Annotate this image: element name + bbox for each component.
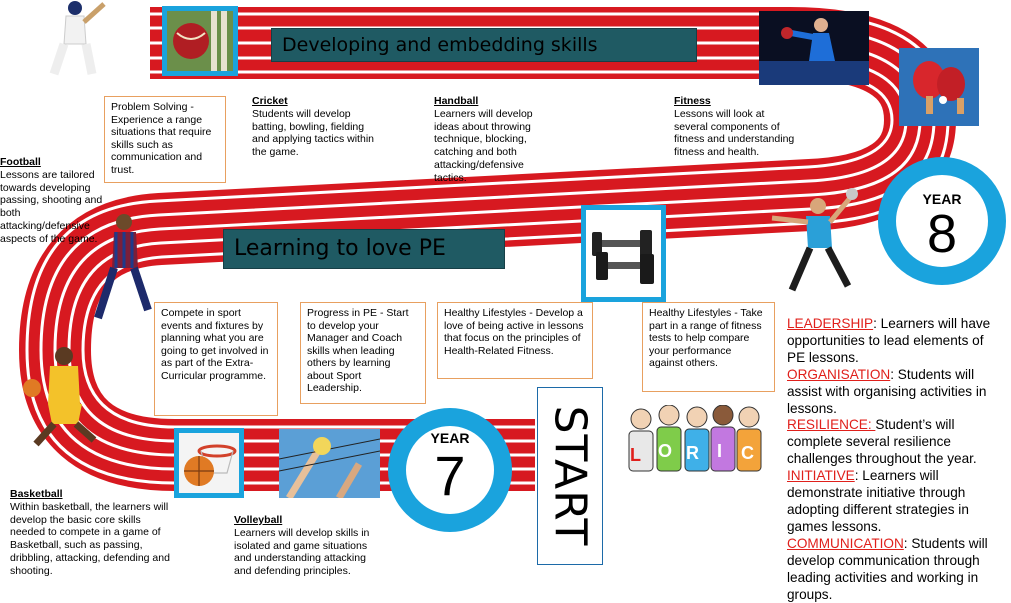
table-tennis-bats-picture <box>899 48 979 126</box>
cricket-ball-picture <box>162 6 238 76</box>
cricket-title: Cricket <box>252 95 288 107</box>
basketball-player-figure <box>6 344 102 450</box>
loric-organisation <box>787 367 1005 418</box>
banner-learning-text: Learning to love PE <box>234 236 446 261</box>
banner-developing-skills <box>271 28 697 62</box>
handball-body: Learners will develop ideas about throwing technique, blocking, catching and both attacking/defensive tactics. <box>434 107 533 184</box>
healthy-lifestyles-1-box <box>437 302 593 379</box>
dumbbells-picture <box>581 205 666 302</box>
handball-topic <box>434 95 554 185</box>
loric-key: RESILIENCE: <box>787 417 876 433</box>
loric-key: COMMUNICATION <box>787 535 904 551</box>
fitness-title: Fitness <box>674 95 711 107</box>
volleyball-title: Volleyball <box>234 514 283 526</box>
year-8-badge <box>878 157 1006 285</box>
cricket-body: Students will develop batting, bowling, fielding and applying tactics within the game. <box>252 107 374 159</box>
loric-initiative <box>787 468 1005 536</box>
loric-letter-i: I <box>717 441 723 461</box>
cricket-batsman-figure <box>40 0 110 78</box>
football-title: Football <box>0 156 41 168</box>
handball-title: Handball <box>434 95 479 107</box>
healthy-lifestyles-1-text: Healthy Lifestyles - Develop a love of being active in lessons that focus on the principles of Health-Related Fitness. <box>444 307 584 357</box>
start-marker <box>537 387 603 565</box>
volleyball-topic <box>234 514 374 578</box>
handball-player-figure <box>752 186 864 298</box>
loric-key: ORGANISATION <box>787 366 891 382</box>
compete-box <box>154 302 278 416</box>
year-8-number: 8 <box>926 204 958 264</box>
progress-text: Progress in PE - Start to develop your Manager and Coach skills when leading others by learning about Sport Leadership. <box>307 307 409 394</box>
loric-leadership <box>787 316 1005 367</box>
year-8-label: YEAR <box>922 191 962 207</box>
compete-text: Compete in sport events and fixtures by planning what you are going to get involved in as part of the Extra-Curricular programme. <box>161 307 269 382</box>
loric-letter-o: O <box>658 441 673 461</box>
loric-key: LEADERSHIP <box>787 316 874 331</box>
year-7-badge <box>388 408 512 532</box>
loric-letter-l: L <box>630 445 641 465</box>
progress-box <box>300 302 426 404</box>
loric-desc: : Students will assist with organising activities in lessons. <box>787 366 987 416</box>
table-tennis-player-picture <box>759 11 869 85</box>
basketball-hoop-picture <box>174 428 244 498</box>
loric-desc: Student’s will complete several resilience challenges throughout the year. <box>787 417 977 467</box>
loric-letter-r: R <box>686 443 699 463</box>
loric-key: INITIATIVE <box>787 468 855 484</box>
volleyball-picture <box>279 429 380 498</box>
loric-desc: : Learners will have opportunities to lead elements of PE lessons. <box>787 316 991 365</box>
loric-skills-panel <box>787 316 1005 603</box>
year-7-label: YEAR <box>430 430 470 446</box>
banner-learning-to-love-pe <box>223 229 505 269</box>
start-label: START <box>544 405 596 547</box>
year-7-number: 7 <box>434 444 466 507</box>
healthy-lifestyles-2-text: Healthy Lifestyles - Take part in a range of fitness tests to help compare your performance against others. <box>649 307 763 369</box>
football-topic <box>0 156 104 246</box>
basketball-topic <box>10 488 172 578</box>
loric-desc: : Learners will demonstrate initiative through adopting different strategies in games lessons. <box>787 468 969 534</box>
fitness-topic <box>674 95 796 159</box>
cricket-topic <box>252 95 374 159</box>
loric-communication <box>787 536 1005 603</box>
healthy-lifestyles-2-box <box>642 302 775 392</box>
problem-solving-box <box>104 96 226 183</box>
problem-solving-text: Problem Solving - Experience a range situations that require skills such as communication and trust. <box>111 101 212 176</box>
basketball-body: Within basketball, the learners will develop the basic core skills needed to compete in a game of Basketball, such as passing, dribbling, attacking, defending and shooting. <box>10 500 170 577</box>
fitness-body: Lessons will look at several components of fitness and understanding fitness and health. <box>674 107 795 159</box>
loric-desc: : Students will develop communication through leading activities and working in groups. <box>787 535 988 602</box>
loric-letter-c: C <box>741 443 754 463</box>
basketball-title: Basketball <box>10 488 63 500</box>
football-body: Lessons are tailored towards developing passing, shooting and both attacking/defensive aspects of the game. <box>0 168 103 245</box>
banner-developing-text: Developing and embedding skills <box>282 34 598 56</box>
volleyball-body: Learners will develop skills in isolated and game situations and understanding attacking and defending principles. <box>234 526 370 578</box>
loric-resilience <box>787 417 1005 468</box>
